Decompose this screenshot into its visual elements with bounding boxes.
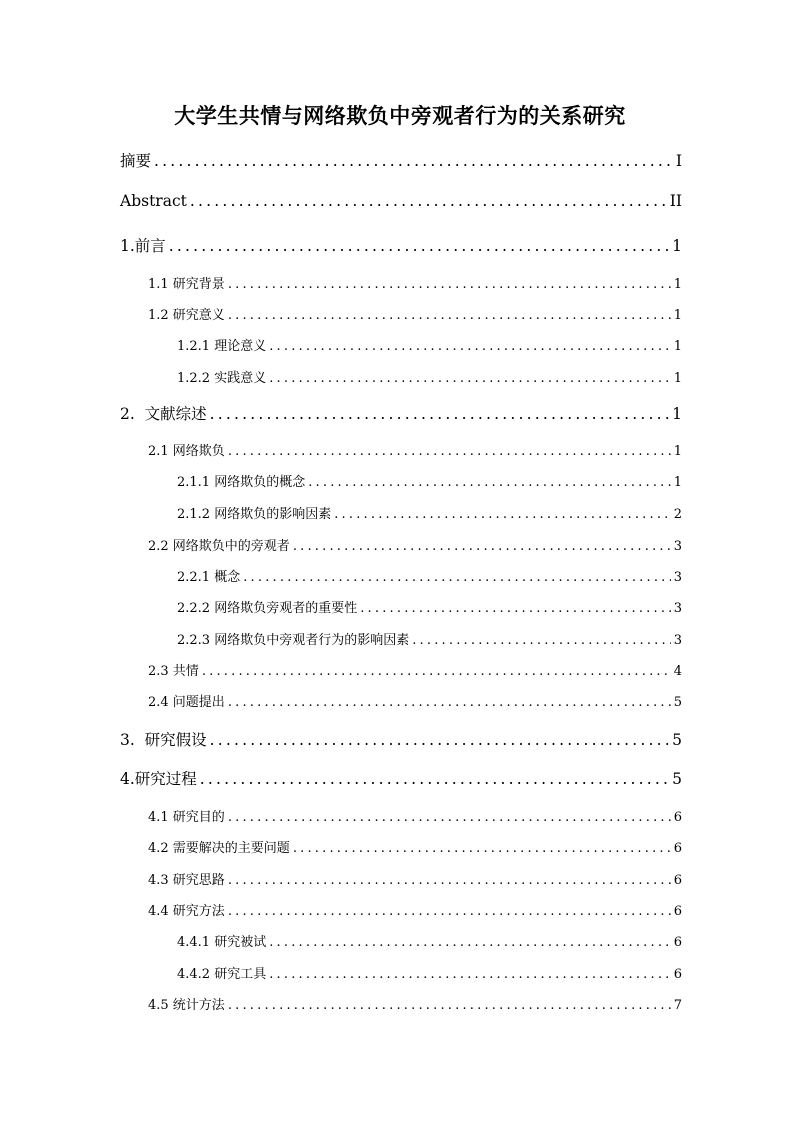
toc-leader-dots [169, 237, 669, 255]
toc-entry-1-1[interactable] [148, 273, 682, 292]
toc-entry-2-1-1[interactable] [177, 471, 682, 490]
toc-entry-label: 1.2.2 实践意义 [177, 371, 267, 386]
toc-leader-dots [269, 371, 671, 386]
toc-entry-page: 5 [673, 695, 682, 710]
toc-leader-dots [190, 192, 667, 210]
toc-entry-label: 3. 研究假设 [120, 731, 207, 749]
toc-entry-label: 2.2.3 网络欺负中旁观者行为的影响因素 [177, 633, 410, 648]
toc-entry-page: 4 [673, 664, 682, 679]
toc-entry-label: 2.2.2 网络欺负旁观者的重要性 [177, 601, 358, 616]
toc-entry-label: 4.5 统计方法 [148, 998, 225, 1013]
toc-entry-label: 2.2.1 概念 [177, 570, 241, 585]
toc-leader-dots [200, 770, 669, 788]
toc-entry-1-2[interactable] [148, 304, 682, 323]
toc-entry-page: 5 [672, 770, 682, 788]
toc-entry-label: 4.4.2 研究工具 [177, 967, 267, 982]
toc-entry-label: 2.1.1 网络欺负的概念 [177, 475, 306, 490]
toc-entry-label: 4.4 研究方法 [148, 904, 225, 919]
toc-leader-dots [228, 277, 671, 292]
toc-entry-page: 1 [672, 237, 682, 255]
toc-entry-page: 6 [673, 935, 682, 950]
toc-entry-page: 6 [673, 810, 682, 825]
toc-entry-label: 摘要 [120, 152, 152, 170]
toc-leader-dots [228, 904, 671, 919]
toc-entry-label: 1.2 研究意义 [148, 308, 225, 323]
toc-entry-abstract-cn[interactable] [120, 149, 682, 171]
toc-entry-4-4-1[interactable] [177, 931, 682, 950]
toc-entry-label: 4.研究过程 [120, 770, 197, 788]
toc-entry-2-2-3[interactable] [177, 629, 682, 648]
toc-leader-dots [243, 570, 671, 585]
toc-entry-page: 1 [673, 475, 682, 490]
toc-entry-1[interactable] [120, 234, 682, 256]
toc-leader-dots [228, 695, 671, 710]
toc-entry-label: 4.4.1 研究被试 [177, 935, 267, 950]
toc-entry-4-2[interactable] [148, 837, 682, 856]
toc-entry-page: I [675, 152, 682, 170]
toc-leader-dots [228, 444, 671, 459]
toc-entry-label: 2.2 网络欺负中的旁观者 [148, 539, 290, 554]
toc-entry-page: 1 [673, 277, 682, 292]
toc-entry-label: 2.1.2 网络欺负的影响因素 [177, 507, 332, 522]
toc-entry-label: 1.前言 [120, 237, 166, 255]
toc-entry-2-2[interactable] [148, 535, 682, 554]
toc-entry-label: 2.1 网络欺负 [148, 444, 225, 459]
toc-entry-page: 3 [673, 570, 682, 585]
toc-entry-label: 1.1 研究背景 [148, 277, 225, 292]
toc-leader-dots [210, 405, 669, 423]
toc-entry-page: 3 [673, 539, 682, 554]
toc-entry-2[interactable] [120, 402, 682, 424]
toc-entry-3[interactable] [120, 728, 682, 750]
toc-entry-abstract-en[interactable] [120, 192, 682, 210]
toc-entry-4-1[interactable] [148, 806, 682, 825]
toc-entry-4-3[interactable] [148, 869, 682, 888]
toc-entry-page: 3 [673, 633, 682, 648]
toc-entry-4-4[interactable] [148, 900, 682, 919]
toc-leader-dots [360, 601, 671, 616]
toc-leader-dots [228, 998, 671, 1013]
toc-leader-dots [269, 967, 671, 982]
toc-entry-label: 2.4 问题提出 [148, 695, 225, 710]
toc-entry-page: 6 [673, 873, 682, 888]
toc-entry-label: 2.3 共情 [148, 664, 199, 679]
toc-entry-page: 6 [673, 904, 682, 919]
toc-entry-page: 5 [672, 731, 682, 749]
toc-leader-dots [228, 308, 671, 323]
toc-entry-1-2-2[interactable] [177, 367, 682, 386]
toc-entry-label: 1.2.1 理论意义 [177, 339, 267, 354]
toc-leader-dots [154, 152, 673, 170]
toc-entry-page: 6 [673, 967, 682, 982]
toc-entry-page: 3 [673, 601, 682, 616]
toc-entry-4-4-2[interactable] [177, 963, 682, 982]
toc-entry-page: 1 [673, 308, 682, 323]
toc-leader-dots [269, 339, 671, 354]
toc-entry-2-3[interactable] [148, 660, 682, 679]
toc-entry-page: 1 [673, 444, 682, 459]
toc-entry-1-2-1[interactable] [177, 335, 682, 354]
toc-entry-2-1-2[interactable] [177, 503, 682, 522]
toc-leader-dots [228, 873, 671, 888]
toc-leader-dots [202, 664, 671, 679]
toc-leader-dots [210, 731, 669, 749]
toc-entry-page: 1 [673, 371, 682, 386]
toc-leader-dots [412, 633, 671, 648]
toc-entry-label: 4.3 研究思路 [148, 873, 225, 888]
toc-entry-label: 4.2 需要解决的主要问题 [148, 841, 290, 856]
toc-entry-2-1[interactable] [148, 440, 682, 459]
toc-leader-dots [308, 475, 671, 490]
toc-entry-page: II [669, 192, 682, 210]
toc-leader-dots [293, 539, 671, 554]
toc-entry-page: 1 [673, 339, 682, 354]
toc-entry-label: 4.1 研究目的 [148, 810, 225, 825]
toc-leader-dots [228, 810, 671, 825]
toc-entry-2-4[interactable] [148, 691, 682, 710]
toc-entry-page: 6 [673, 841, 682, 856]
toc-entry-4[interactable] [120, 767, 682, 789]
page-title: 大学生共情与网络欺负中旁观者行为的关系研究 [174, 103, 626, 128]
toc-entry-4-5[interactable] [148, 994, 682, 1013]
toc-entry-label: 2. 文献综述 [120, 405, 207, 423]
toc-leader-dots [293, 841, 671, 856]
toc-leader-dots [269, 935, 671, 950]
toc-entry-2-2-2[interactable] [177, 597, 682, 616]
toc-entry-page: 2 [673, 507, 682, 522]
toc-entry-label: Abstract [120, 192, 187, 210]
toc-leader-dots [334, 507, 671, 522]
toc-entry-page: 7 [673, 998, 682, 1013]
toc-entry-2-2-1[interactable] [177, 566, 682, 585]
toc-entry-page: 1 [672, 405, 682, 423]
